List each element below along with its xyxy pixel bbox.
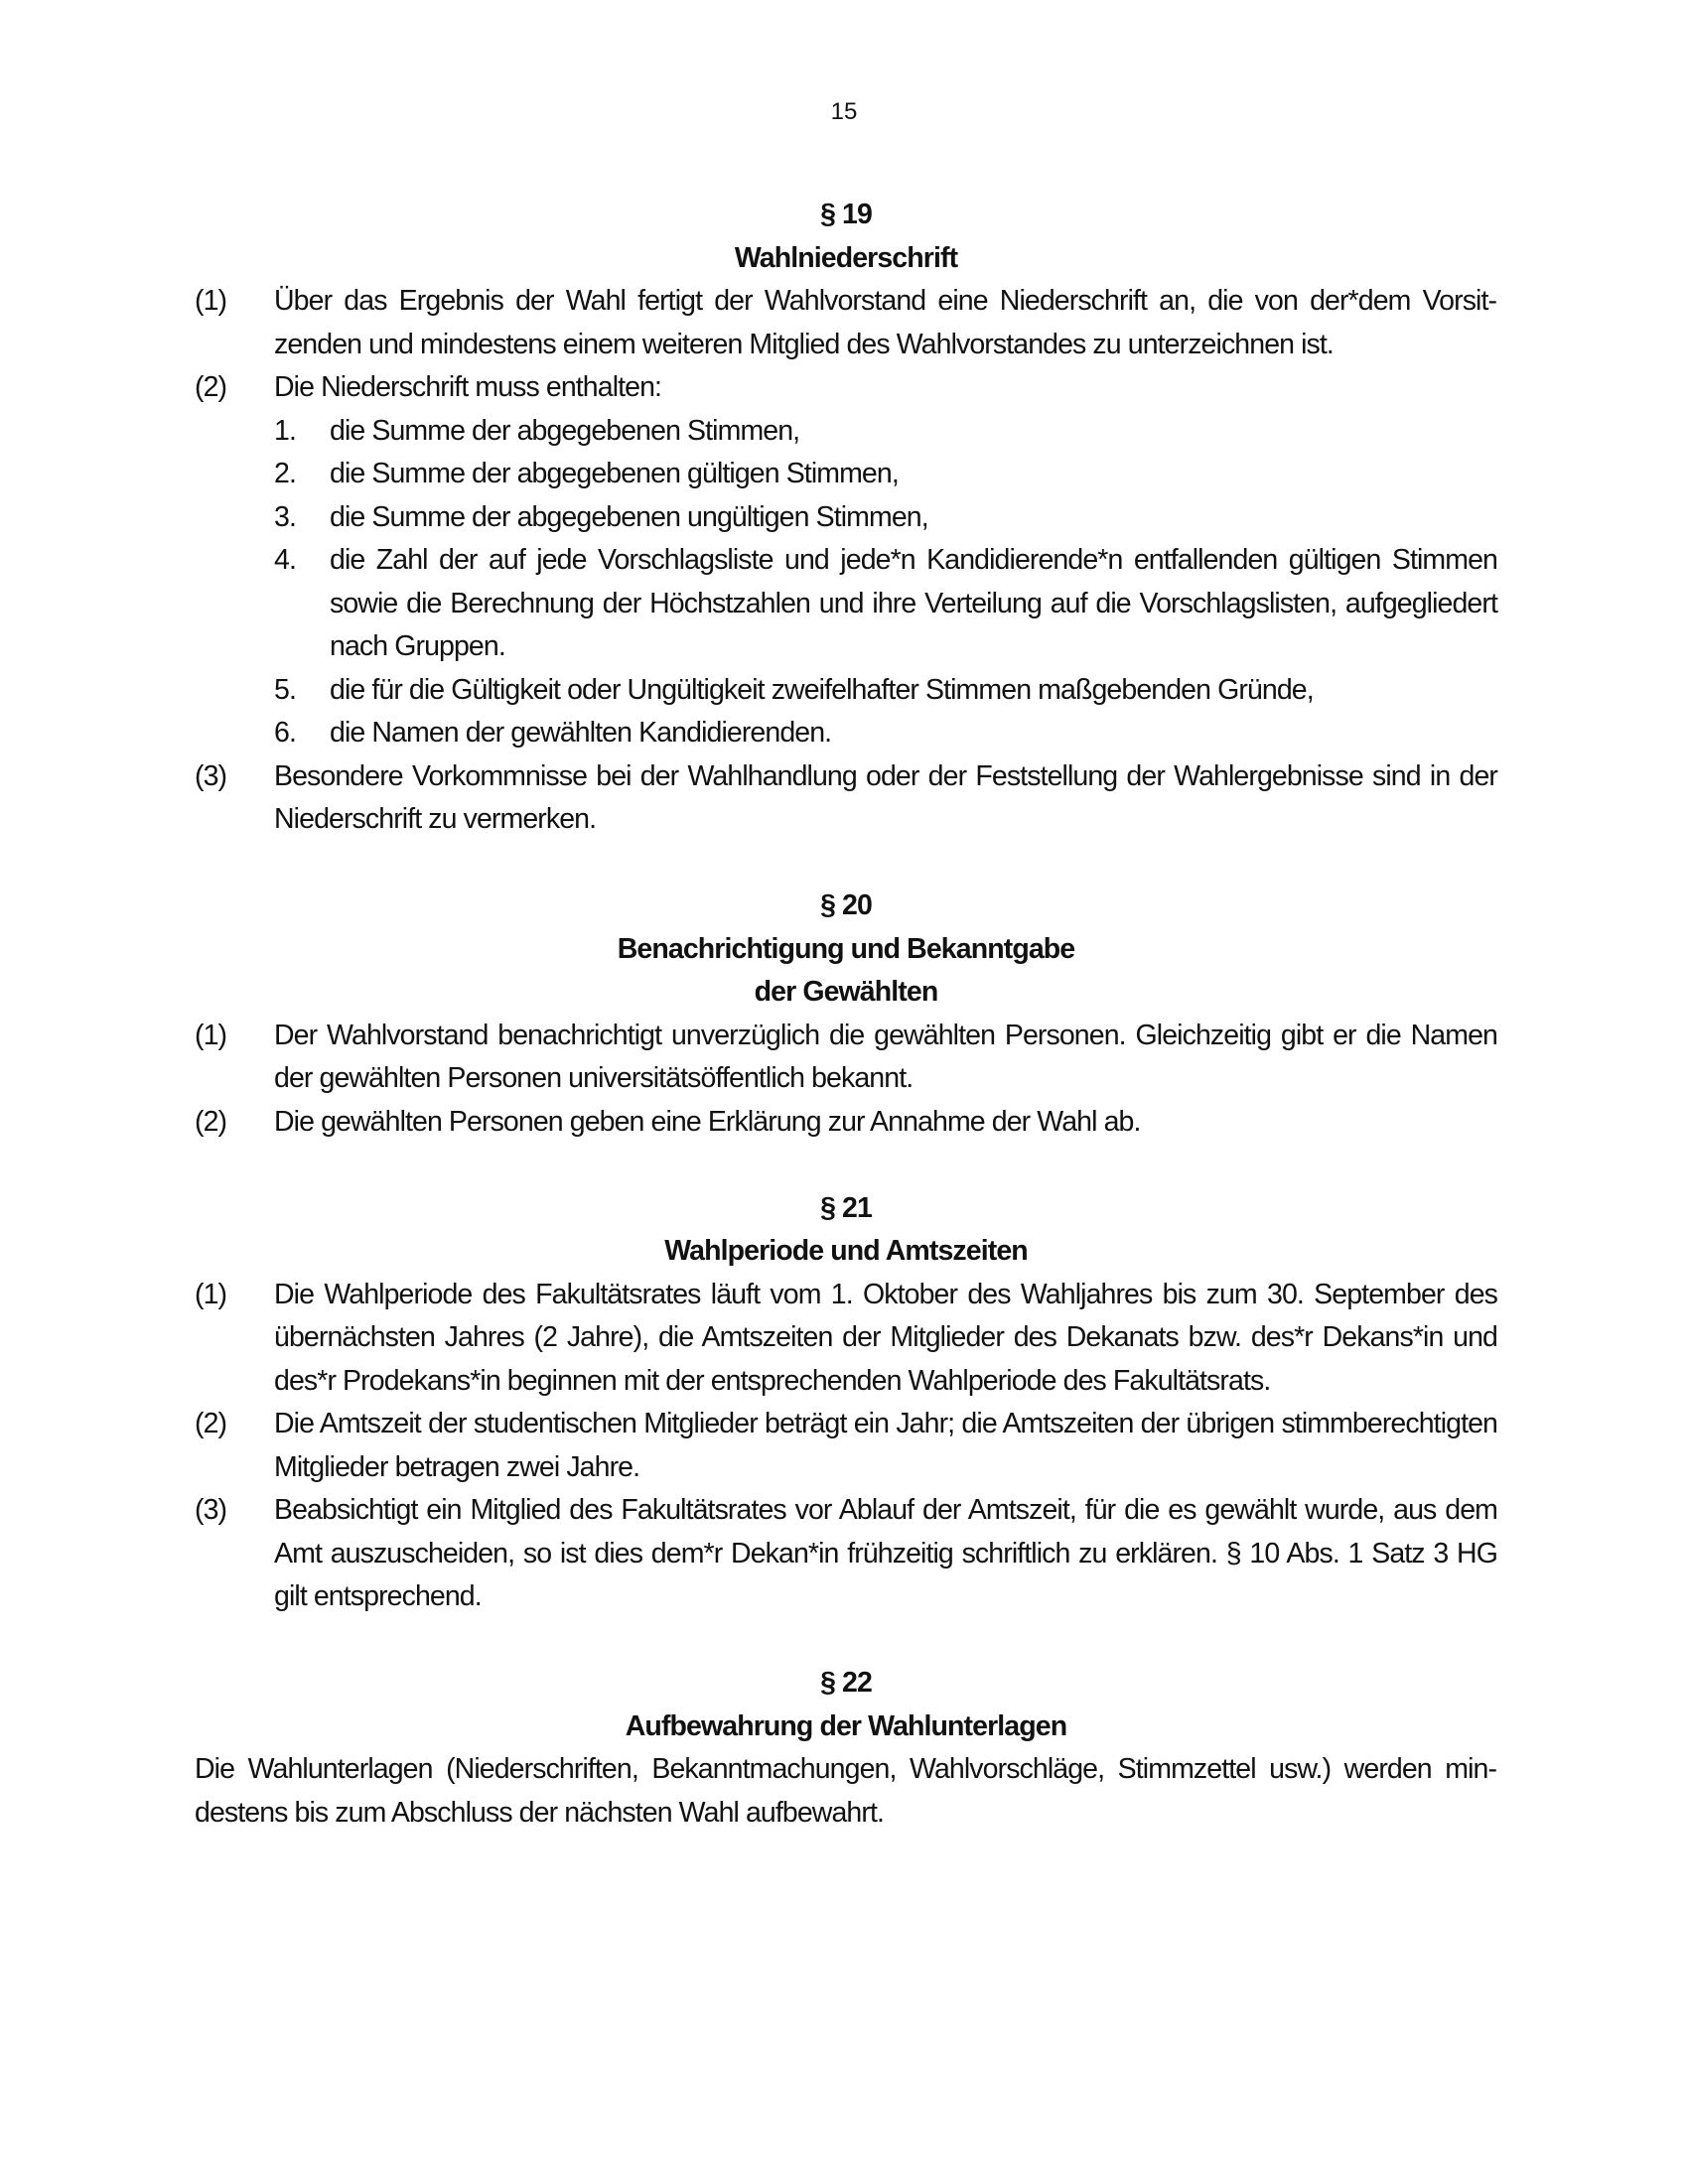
section-number: § 20: [820, 889, 872, 921]
section-title: Aufbewahrung der Wahlunterlagen: [625, 1709, 1067, 1742]
paragraph-number: (3): [195, 1494, 227, 1526]
list-item-number: 4.: [274, 544, 296, 576]
section-20: [195, 885, 1497, 1144]
paragraph: [195, 1101, 1497, 1145]
list-item-text: die Zahl der auf jede Vorschlagsliste und jede*n Kandidierende*n entfallenden gültigen Stimmen sowie die Berechnung der Höchstzahlen und ihre Verteilung auf die Vorschlagslisten, aufgegliedert nach Gruppen.: [330, 544, 1497, 662]
list-item: [274, 712, 1497, 755]
section-number: § 21: [820, 1191, 872, 1224]
section-21: [195, 1187, 1497, 1619]
list-item-number: 3.: [274, 500, 296, 533]
section-number: § 22: [820, 1667, 872, 1699]
section-title: Wahlperiode und Amtszeiten: [664, 1235, 1028, 1267]
page-number: 15: [830, 98, 858, 125]
list-item-number: 1.: [274, 414, 296, 447]
list-item-text: die Summe der abgegebenen ungültigen Stimmen,: [330, 500, 928, 533]
paragraph-text: Beabsichtigt ein Mitglied des Fakultätsrates vor Ablauf der Amtszeit, für die es gewählt wurde, aus dem Amt auszuscheiden, so ist dies dem*r Dekan*in frühzeitig schriftlich zu erklären. § 10 Abs. 1 Satz 3 HG gilt entsprechend.: [274, 1494, 1497, 1612]
paragraph-text: Die Amtszeit der studentischen Mitglieder beträgt ein Jahr; die Amtszeiten der übrigen stimmberechtigten Mitglieder betragen zwei Jahre.: [274, 1408, 1497, 1483]
list-item-text: die für die Gültigkeit oder Ungültigkeit zweifelhafter Stimmen maßgebenden Gründe,: [330, 673, 1314, 706]
paragraph-number: (1): [195, 1019, 227, 1051]
list-item: [274, 539, 1497, 669]
paragraph: [195, 280, 1497, 366]
paragraph: [195, 1015, 1497, 1101]
section-title: Benachrichtigung und Bekanntgabe: [617, 932, 1075, 965]
paragraph-body: [274, 366, 1497, 755]
paragraph-number: (3): [195, 759, 227, 792]
section-title-line-2: der Gewählten: [754, 976, 938, 1008]
list-item: [274, 669, 1497, 713]
paragraph: [195, 1403, 1497, 1489]
paragraph: [195, 1274, 1497, 1404]
list-item-text: die Summe der abgegebenen gültigen Stimmen,: [330, 458, 899, 489]
document-body: [195, 194, 1497, 1835]
paragraph: [195, 755, 1497, 842]
list-item: [274, 496, 1497, 540]
list-item-text: die Namen der gewählten Kandidierenden.: [330, 717, 832, 749]
paragraph: [195, 1489, 1497, 1619]
section-22: [195, 1662, 1497, 1835]
paragraph-text: Der Wahlvorstand benachrichtigt unverzüglich die gewählten Personen. Gleichzeitig gibt er die Namen der gewählten Personen universitätsöffentlich bekannt.: [274, 1019, 1497, 1094]
paragraph-number: (2): [195, 1408, 227, 1439]
list-item: [274, 453, 1497, 496]
section-body-text: Die Wahlunterlagen (Niederschriften, Bekanntmachungen, Wahlvorschläge, Stimmzettel usw.) werden mindestens bis zum Abschluss der nächsten Wahl aufbewahrt.: [195, 1753, 1497, 1829]
numbered-list: [274, 410, 1497, 755]
paragraph: [195, 366, 1497, 755]
section-19: [195, 194, 1497, 842]
paragraph-text: Die gewählten Personen geben eine Erklärung zur Annahme der Wahl ab.: [274, 1105, 1141, 1138]
paragraph-text: Über das Ergebnis der Wahl fertigt der Wahlvorstand eine Niederschrift an, die von der*dem Vorsitzenden und mindestens einem weiteren Mitglied des Wahlvorstandes zu unterzeichnen ist.: [274, 285, 1497, 360]
paragraph-number: (1): [195, 285, 227, 317]
paragraph-text: Besondere Vorkommnisse bei der Wahlhandlung oder der Feststellung der Wahlergebnisse sind in der Niederschrift zu vermerken.: [274, 759, 1497, 835]
list-item-number: 2.: [274, 458, 296, 489]
section-title: Wahlniederschrift: [734, 241, 958, 274]
paragraph-number: (2): [195, 371, 227, 403]
section-number: § 19: [820, 199, 872, 230]
list-item-text: die Summe der abgegebenen Stimmen,: [330, 414, 800, 447]
list-item-number: 6.: [274, 717, 296, 749]
list-item: [274, 410, 1497, 454]
paragraph-number: (2): [195, 1105, 227, 1138]
paragraph-text: Die Niederschrift muss enthalten:: [274, 371, 662, 403]
paragraph-number: (1): [195, 1278, 227, 1310]
paragraph-text: Die Wahlperiode des Fakultätsrates läuft vom 1. Oktober des Wahljahres bis zum 30. September des übernächsten Jahres (2 Jahre), die Amtszeiten der Mitglieder des Dekanats bzw. des*r Dekans*in und des*r Prodekans*in beginnen mit der entsprechenden Wahlperiode des Fakultätsrats.: [274, 1278, 1497, 1397]
list-item-number: 5.: [274, 673, 296, 706]
